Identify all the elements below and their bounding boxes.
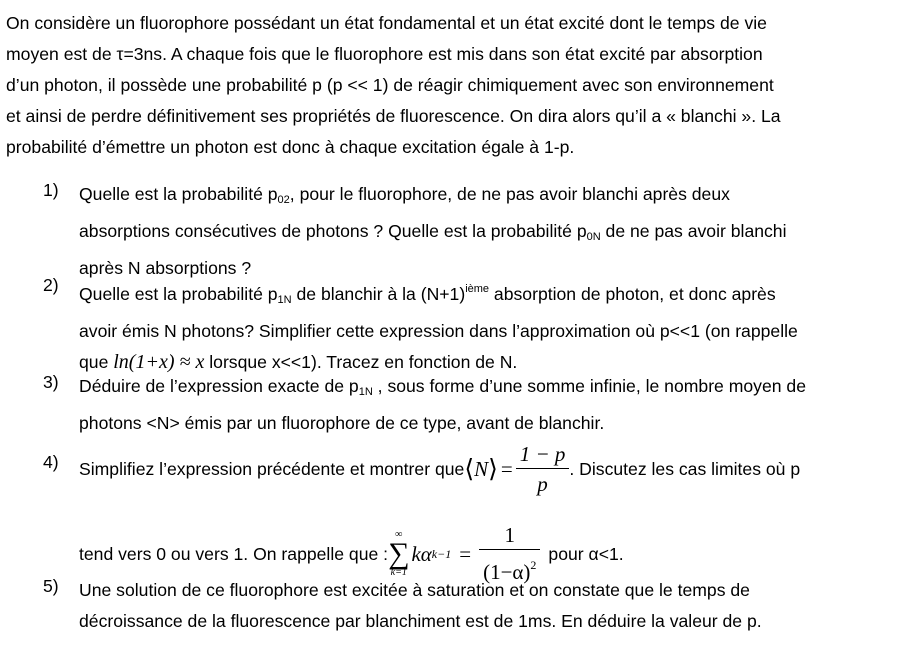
text: tend vers 0 ou vers 1. On rappelle que : — [79, 543, 389, 564]
question-number: 2) — [43, 275, 59, 295]
superscript: ième — [465, 283, 490, 295]
question-line: après N absorptions ? — [79, 258, 252, 278]
question-text — [79, 274, 913, 378]
question-line — [79, 274, 913, 316]
equals-sign: = — [500, 456, 513, 481]
text: pour α<1. — [548, 543, 624, 564]
question-number: 3) — [43, 372, 59, 392]
subscript: 0N — [586, 231, 601, 243]
question-number: 5) — [43, 576, 59, 596]
equals-sign: = — [459, 541, 472, 566]
fraction-denominator: p — [537, 471, 548, 496]
question-line: avoir émis N photons? Simplifier cette expression dans l’approximation où p<<1 (on rappelle — [79, 321, 798, 341]
intro-line: et ainsi de perdre définitivement ses propriétés de fluorescence. On dira alors qu’il a « blanchi ». La — [6, 106, 781, 126]
sum-upper-limit: ∞ — [395, 529, 403, 540]
sum-term: kα — [411, 541, 432, 566]
math-N: N — [474, 456, 489, 481]
question-text — [79, 179, 913, 284]
text: Simplifiez l’expression précédente et montrer que — [79, 458, 465, 479]
text: , pour le fluorophore, de ne pas avoir blanchi après deux — [289, 184, 730, 204]
question-line — [79, 371, 913, 408]
text: . Discutez les cas limites où p — [569, 458, 801, 479]
subscript: 1N — [358, 386, 373, 398]
text: , sous forme d’une somme infinie, le nombre moyen de — [372, 376, 806, 396]
subscript: 02 — [277, 194, 290, 206]
text: absorptions consécutives de photons ? Quelle est la probabilité p — [79, 221, 587, 241]
text: absorption de photon, et donc après — [489, 284, 776, 304]
text: que — [79, 352, 114, 372]
text: Quelle est la probabilité p — [79, 184, 278, 204]
angle-bracket-right: ⟩ — [488, 456, 498, 483]
question-text — [79, 371, 913, 439]
question-text — [79, 575, 913, 637]
text: de blanchir à la (N+1) — [291, 284, 466, 304]
text: lorsque x<<1). Tracez en fonction de N. — [204, 352, 518, 372]
question-line: photons <N> émis par un fluorophore de ce type, avant de blanchir. — [79, 413, 605, 433]
intro-line: probabilité d’émettre un photon est donc à chaque excitation égale à 1-p. — [6, 137, 575, 157]
intro-line: On considère un fluorophore possédant un état fondamental et un état excité dont le temps de vie — [6, 13, 767, 33]
question-line — [79, 216, 913, 253]
fraction-1-minus-p-over-p — [516, 442, 570, 497]
question-line — [79, 179, 913, 216]
denominator-exponent: 2 — [530, 558, 537, 572]
question-line: Une solution de ce fluorophore est excitée à saturation et on constate que le temps de — [79, 580, 750, 600]
question-number: 4) — [43, 452, 59, 472]
subscript: 1N — [277, 294, 292, 306]
fraction-numerator: 1 − p — [516, 442, 570, 469]
question-line — [79, 432, 913, 506]
question-line: décroissance de la fluorescence par blanchiment est de 1ms. En déduire la valeur de p. — [79, 611, 762, 631]
summation — [388, 530, 409, 578]
question-number: 1) — [43, 180, 59, 200]
angle-bracket-left: ⟨ — [464, 456, 475, 483]
denominator-base: (1−α) — [483, 560, 531, 584]
text: Quelle est la probabilité p — [79, 284, 278, 304]
sum-exponent: k−1 — [431, 546, 452, 561]
intro-paragraph — [6, 8, 911, 163]
intro-line: moyen est de τ=3ns. A chaque fois que le fluorophore est mis dans son état excité par absorption — [6, 44, 763, 64]
intro-line: d’un photon, il possède une probabilité p (p << 1) de réagir chimiquement avec son environnement — [6, 75, 774, 95]
sigma-symbol: ∑ — [388, 537, 410, 570]
math-ln-approx: ln(1+x) ≈ x — [113, 351, 205, 373]
sum-lower-limit: k=1 — [390, 567, 407, 578]
text: Déduire de l’expression exacte de p — [79, 376, 359, 396]
fraction-numerator: 1 — [479, 523, 540, 550]
question-text — [79, 432, 913, 598]
text: de ne pas avoir blanchi — [600, 221, 787, 241]
